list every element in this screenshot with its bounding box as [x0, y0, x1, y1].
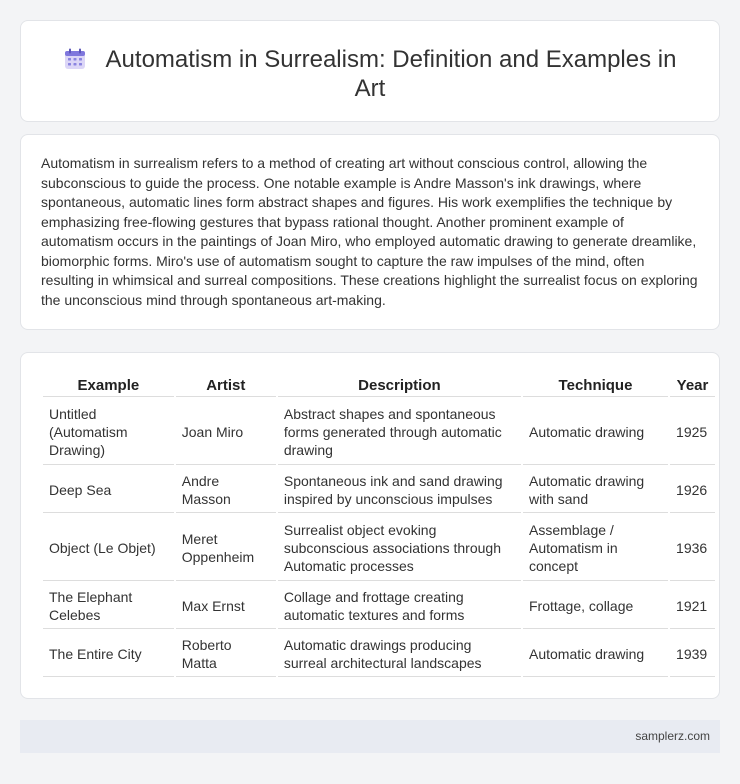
header-description: Description — [278, 373, 521, 397]
cell-artist: Meret Oppenheim — [176, 515, 276, 581]
cell-year: 1921 — [670, 583, 715, 629]
table-row — [43, 515, 715, 581]
cell-year: 1925 — [670, 399, 715, 465]
cell-artist: Andre Masson — [176, 467, 276, 513]
cell-technique: Frottage, collage — [523, 583, 668, 629]
cell-example: The Elephant Celebes — [43, 583, 174, 629]
cell-year: 1936 — [670, 515, 715, 581]
page-title-wrap — [21, 45, 719, 103]
cell-year: 1939 — [670, 631, 715, 677]
table-row — [43, 631, 715, 677]
cell-description: Collage and frottage creating automatic textures and forms — [278, 583, 521, 629]
cell-example: The Entire City — [43, 631, 174, 677]
cell-example: Untitled (Automatism Drawing) — [43, 399, 174, 465]
header-technique: Technique — [523, 373, 668, 397]
table-row — [43, 399, 715, 465]
cell-technique: Assemblage / Automatism in concept — [523, 515, 668, 581]
cell-example: Object (Le Objet) — [43, 515, 174, 581]
cell-description: Automatic drawings producing surreal architectural landscapes — [278, 631, 521, 677]
header-artist: Artist — [176, 373, 276, 397]
table-row — [43, 467, 715, 513]
examples-table — [41, 371, 717, 679]
cell-artist: Max Ernst — [176, 583, 276, 629]
summary-paragraph: Automatism in surrealism refers to a method of creating art without conscious control, allowing the subconscious to guide the process. One notable example is Andre Masson's ink drawings, where spontaneous, automatic lines form abstract shapes and figures. His work exemplifies the technique by emphasizing free-flowing gestures that bypass rational thought. Another prominent example of automatism occurs in the paintings of Joan Miro, who employed automatic drawing to generate dreamlike, biomorphic forms. Miro's use of automatism sought to capture the raw impulses of the mind, often resulting in whimsical and surreal compositions. These creations highlight the surrealist focus on exploring the unconscious mind through spontaneous art-making. — [41, 155, 698, 308]
cell-artist: Joan Miro — [176, 399, 276, 465]
calendar-icon — [64, 48, 86, 70]
table-row — [43, 583, 715, 629]
header-year: Year — [670, 373, 715, 397]
cell-description: Abstract shapes and spontaneous forms generated through automatic drawing — [278, 399, 521, 465]
cell-example: Deep Sea — [43, 467, 174, 513]
summary-card — [20, 134, 720, 330]
examples-table-card — [20, 352, 720, 699]
cell-description: Spontaneous ink and sand drawing inspired by unconscious impulses — [278, 467, 521, 513]
footer-bar — [20, 720, 720, 753]
header-example: Example — [43, 373, 174, 397]
cell-technique: Automatic drawing — [523, 399, 668, 465]
cell-artist: Roberto Matta — [176, 631, 276, 677]
cell-year: 1926 — [670, 467, 715, 513]
table-header-row — [43, 373, 715, 397]
cell-technique: Automatic drawing with sand — [523, 467, 668, 513]
page-title: Automatism in Surrealism: Definition and Examples in Art — [105, 46, 677, 102]
title-card — [20, 20, 720, 122]
cell-technique: Automatic drawing — [523, 631, 668, 677]
footer-site-link[interactable]: samplerz.com — [635, 729, 710, 743]
cell-description: Surrealist object evoking subconscious associations through Automatic processes — [278, 515, 521, 581]
